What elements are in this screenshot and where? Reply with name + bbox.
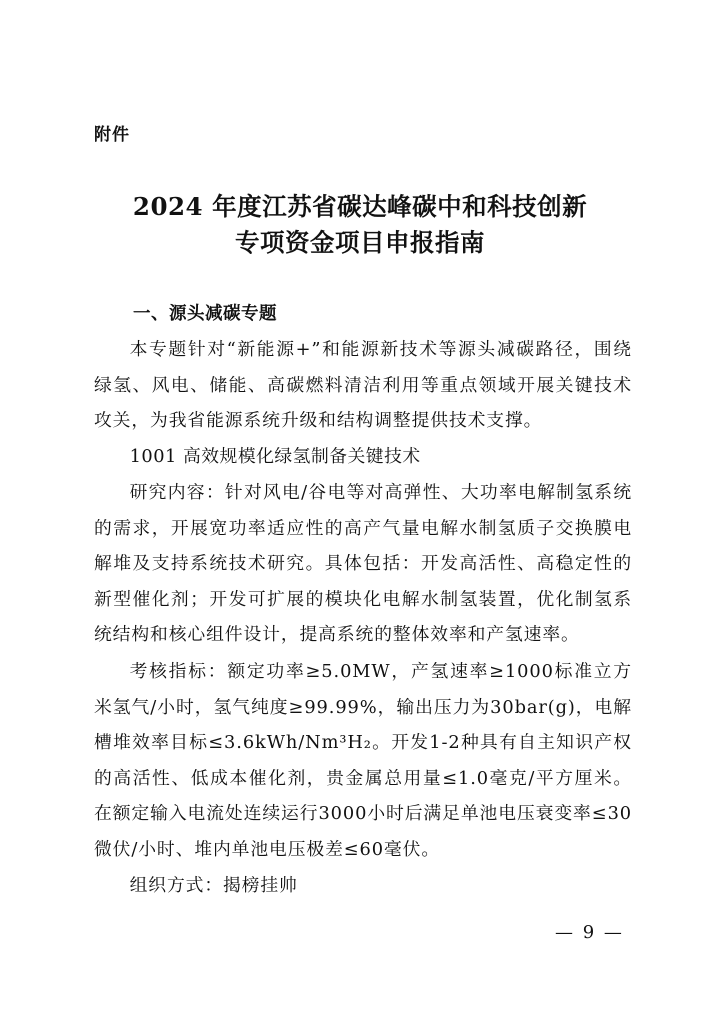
document-title-line-1: 2024 年度江苏省碳达峰碳中和科技创新	[132, 192, 588, 221]
organization-method-paragraph: 组织方式：揭榜挂帅	[129, 875, 298, 896]
intro-paragraph: 本专题针对“新能源+”和能源新技术等源头减碳路径，围绕绿氢、风电、储能、高碳燃料清洁利用等重点领域开展关键技术攻关，为我省能源系统升级和结构调整提供技术支撑。	[94, 339, 632, 432]
item-code-title: 1001 高效规模化绿氢制备关键技术	[129, 446, 421, 467]
document-title-line-2: 专项资金项目申报指南	[235, 228, 485, 257]
assessment-indicators-paragraph: 考核指标：额定功率≥5.0MW，产氢速率≥1000标准立方米氢气/小时，氢气纯度≥99.99%，输出压力为30bar(g)，电解槽堆效率目标≤3.6kWh/Nm³H₂。开发1-2种具有自主知识产权的高活性、低成本催化剂，贵金属总用量≤1.0毫克/平方厘米。在额定输入电流处连续运行3000小时后满足单池电压衰变率≤30微伏/小时、堆内单池电压极差≤60毫伏。	[94, 661, 632, 860]
section-heading: 一、源头减碳专题	[133, 304, 277, 324]
attachment-label: 附件	[94, 125, 130, 145]
research-content-paragraph: 研究内容：针对风电/谷电等对高弹性、大功率电解制氢系统的需求，开展宽功率适应性的高产气量电解水制氢质子交换膜电解堆及支持系统技术研究。具体包括：开发高活性、高稳定性的新型催化剂；开发可扩展的模块化电解水制氢装置，优化制氢系统结构和核心组件设计，提高系统的整体效率和产氢速率。	[94, 482, 632, 646]
page-number: — 9 —	[555, 922, 624, 943]
